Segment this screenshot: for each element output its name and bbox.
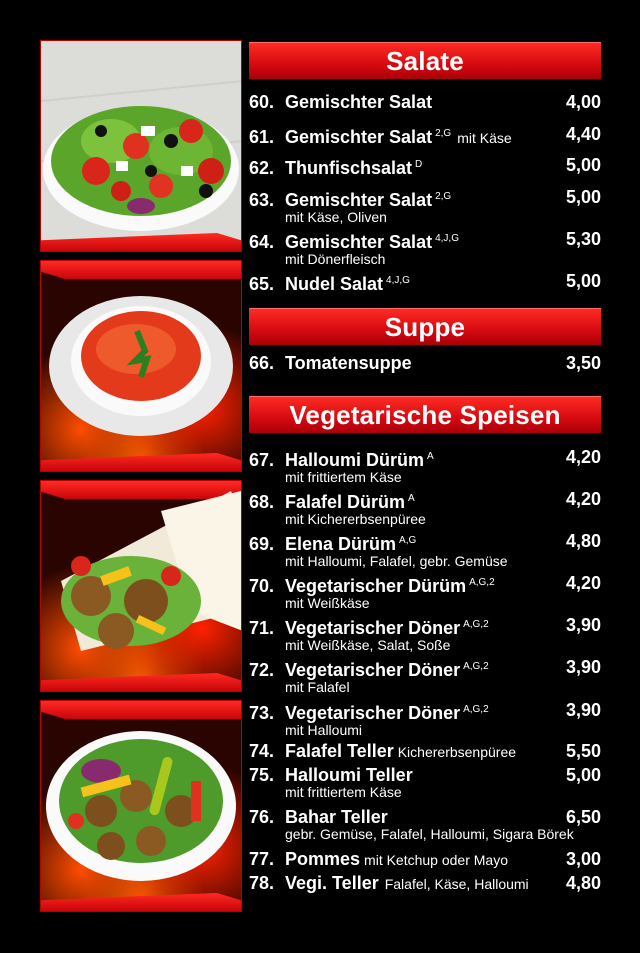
price: 4,20 bbox=[565, 489, 601, 509]
price: 4,80 bbox=[565, 531, 601, 551]
section-header-vegetarische-speisen: Vegetarische Speisen bbox=[249, 396, 601, 433]
price: 4,80 bbox=[565, 873, 601, 893]
price: 5,50 bbox=[565, 741, 601, 761]
price: 5,00 bbox=[565, 765, 601, 785]
menu-item-60: 60. Gemischter Salat 4,00 bbox=[249, 92, 601, 112]
menu-item-78: 78. Vegi. Teller Falafel, Käse, Halloumi 4,80 bbox=[249, 873, 601, 893]
price: 5,00 bbox=[565, 271, 601, 291]
price: 3,90 bbox=[565, 615, 601, 635]
menu-item-74: 74. Falafel Teller Kichererbsenpüree 5,50 bbox=[249, 741, 601, 761]
price: 5,30 bbox=[565, 229, 601, 249]
menu-item-71: 71. Vegetarischer Döner $^{A,G,2}$ 3,90 mit Weißkäse, Salat, Soße bbox=[249, 615, 601, 653]
menu-item-66: 66. Tomatensuppe 3,50 bbox=[249, 353, 601, 373]
menu-item-77: 77. Pommes mit Ketchup oder Mayo 3,00 bbox=[249, 849, 601, 869]
menu-item-67: 67. Halloumi Dürüm $^A$ 4,20 mit frittiertem Käse bbox=[249, 447, 601, 485]
menu-item-70: 70. Vegetarischer Dürüm $^{A,G,2}$ 4,20 mit Weißkäse bbox=[249, 573, 601, 611]
menu-item-65: 65. Nudel Salat $^{4,J,G}$ 5,00 bbox=[249, 271, 601, 294]
price: 4,20 bbox=[565, 447, 601, 467]
soup-image bbox=[41, 261, 242, 472]
wrap-image bbox=[41, 481, 242, 692]
salad-image bbox=[41, 41, 242, 252]
plate-photo bbox=[40, 700, 242, 912]
price: 3,90 bbox=[565, 700, 601, 720]
salad-photo bbox=[40, 40, 242, 252]
price: 4,40 bbox=[565, 124, 601, 144]
section-header-suppe: Suppe bbox=[249, 308, 601, 345]
plate-image bbox=[41, 701, 242, 912]
menu-item-75: 75. Halloumi Teller 5,00 mit frittiertem Käse bbox=[249, 765, 601, 800]
menu-item-61: 61. Gemischter Salat $^{2,G}$ mit Käse 4,40 bbox=[249, 124, 601, 147]
section-header-salate: Salate bbox=[249, 42, 601, 79]
price: 5,00 bbox=[565, 187, 601, 207]
price: 5,00 bbox=[565, 155, 601, 175]
price: 6,50 bbox=[565, 807, 601, 827]
menu-item-64: 64. Gemischter Salat $^{4,J,G}$ 5,30 mit Dönerfleisch bbox=[249, 229, 601, 267]
menu-item-62: 62. Thunfischsalat $^D$ 5,00 bbox=[249, 155, 601, 178]
menu-item-72: 72. Vegetarischer Döner $^{A,G,2}$ 3,90 mit Falafel bbox=[249, 657, 601, 695]
price: 3,50 bbox=[565, 353, 601, 373]
price: 4,00 bbox=[565, 92, 601, 112]
price: 4,20 bbox=[565, 573, 601, 593]
wrap-photo bbox=[40, 480, 242, 692]
menu-item-73: 73. Vegetarischer Döner $^{A,G,2}$ 3,90 mit Halloumi bbox=[249, 700, 601, 738]
menu-item-76: 76. Bahar Teller 6,50 gebr. Gemüse, Falafel, Halloumi, Sigara Börek bbox=[249, 807, 601, 842]
price: 3,00 bbox=[565, 849, 601, 869]
menu-item-63: 63. Gemischter Salat $^{2,G}$ 5,00 mit Käse, Oliven bbox=[249, 187, 601, 225]
menu-item-68: 68. Falafel Dürüm $^A$ 4,20 mit Kichererbsenpüree bbox=[249, 489, 601, 527]
menu-item-69: 69. Elena Dürüm $^{A,G}$ 4,80 mit Halloumi, Falafel, gebr. Gemüse bbox=[249, 531, 601, 569]
soup-photo bbox=[40, 260, 242, 472]
price: 3,90 bbox=[565, 657, 601, 677]
